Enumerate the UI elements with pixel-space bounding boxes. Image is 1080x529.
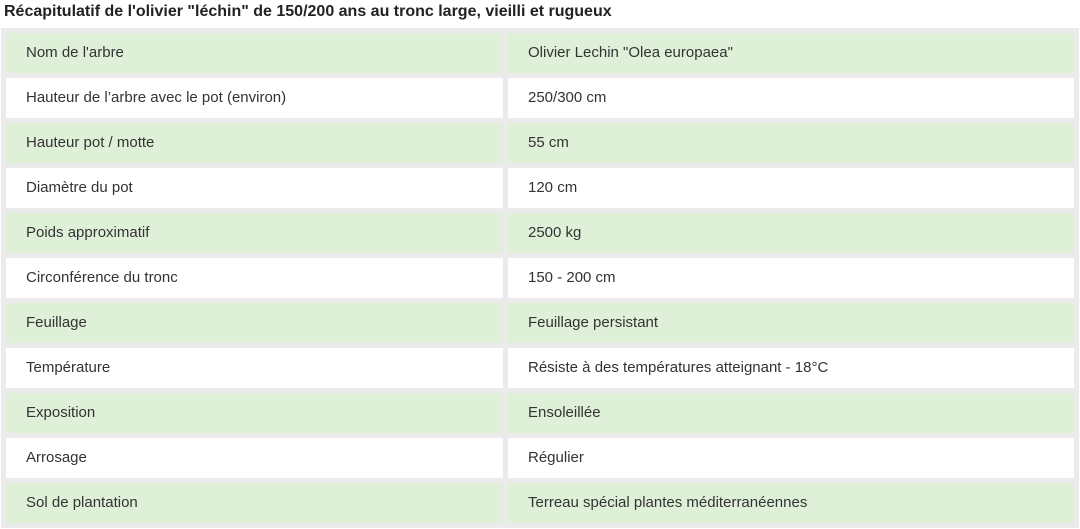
table-row bbox=[6, 393, 1074, 433]
row-label: Hauteur pot / motte bbox=[6, 123, 503, 163]
table-row bbox=[6, 123, 1074, 163]
row-label: Exposition bbox=[6, 393, 503, 433]
table-row bbox=[6, 78, 1074, 118]
row-value: Olivier Lechin "Olea europaea" bbox=[508, 33, 1074, 73]
table-row bbox=[6, 438, 1074, 478]
row-value: Feuillage persistant bbox=[508, 303, 1074, 343]
table-row bbox=[6, 483, 1074, 523]
row-value: Terreau spécial plantes méditerranéennes bbox=[508, 483, 1074, 523]
table-row bbox=[6, 348, 1074, 388]
row-value: Ensoleillée bbox=[508, 393, 1074, 433]
row-label: Hauteur de l’arbre avec le pot (environ) bbox=[6, 78, 503, 118]
row-label: Arrosage bbox=[6, 438, 503, 478]
row-value: 250/300 cm bbox=[508, 78, 1074, 118]
row-label: Température bbox=[6, 348, 503, 388]
specs-table bbox=[1, 28, 1079, 528]
row-value: Régulier bbox=[508, 438, 1074, 478]
row-label: Diamètre du pot bbox=[6, 168, 503, 208]
row-label: Circonférence du tronc bbox=[6, 258, 503, 298]
row-value: 55 cm bbox=[508, 123, 1074, 163]
row-label: Sol de plantation bbox=[6, 483, 503, 523]
page-title: Récapitulatif de l'olivier "léchin" de 150/200 ans au tronc large, vieilli et rugueux bbox=[4, 3, 612, 20]
table-row bbox=[6, 303, 1074, 343]
row-label: Feuillage bbox=[6, 303, 503, 343]
table-row bbox=[6, 168, 1074, 208]
row-value: Résiste à des températures atteignant - 18°C bbox=[508, 348, 1074, 388]
row-value: 2500 kg bbox=[508, 213, 1074, 253]
table-row bbox=[6, 213, 1074, 253]
row-label: Poids approximatif bbox=[6, 213, 503, 253]
table-row bbox=[6, 33, 1074, 73]
row-value: 120 cm bbox=[508, 168, 1074, 208]
row-value: 150 - 200 cm bbox=[508, 258, 1074, 298]
specs-table-container bbox=[1, 28, 1079, 528]
row-label: Nom de l'arbre bbox=[6, 33, 503, 73]
table-row bbox=[6, 258, 1074, 298]
